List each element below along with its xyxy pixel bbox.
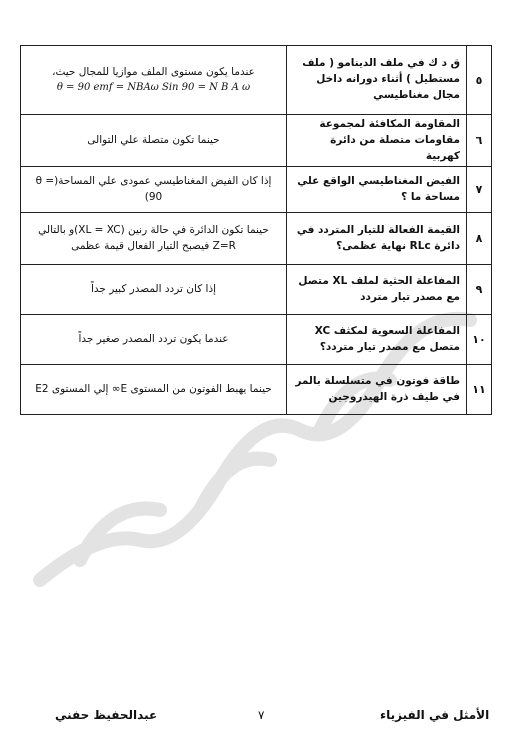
question-cell: طاقة فوتون في متسلسلة بالمر في طيف ذرة الهيدروجين: [287, 365, 467, 415]
footer-author: عبدالحفيظ حفني: [55, 708, 158, 722]
question-cell: القيمة الفعالة للتيار المتردد في دائرة RLc نهاية عظمى؟: [287, 213, 467, 265]
row-number: ١١: [467, 365, 492, 415]
answer-cell: حينما تكون متصلة علي التوالى: [21, 115, 287, 167]
row-number: ٩: [467, 265, 492, 315]
question-cell: الفيض المغناطيسي الواقع علي مساحة ما ؟: [287, 167, 467, 213]
table-row: [21, 315, 492, 365]
question-cell: ق د ك في ملف الدينامو ( ملف مستطيل ) أثناء دورانه داخل مجال مغناطيسي: [287, 46, 467, 115]
answer-cell: إذا كان تردد المصدر كبير جداً: [21, 265, 287, 315]
table-row: [21, 46, 492, 115]
row-number: ٨: [467, 213, 492, 265]
table-row: [21, 167, 492, 213]
answer-cell: [21, 46, 287, 115]
answer-cell: عندما يكون تردد المصدر صغير جداً: [21, 315, 287, 365]
question-cell: المفاعلة الحثية لملف XL متصل مع مصدر تيار متردد: [287, 265, 467, 315]
answer-text: عندما يكون مستوى الملف موازيا للمجال حيث،: [52, 65, 255, 78]
row-number: ٥: [467, 46, 492, 115]
question-cell: المفاعلة السعوية لمكثف XC متصل مع مصدر تيار متردد؟: [287, 315, 467, 365]
table-row: [21, 365, 492, 415]
row-number: ١٠: [467, 315, 492, 365]
row-number: ٧: [467, 167, 492, 213]
footer-book-title: الأمثل في الفيزياء: [380, 708, 490, 722]
table-row: [21, 115, 492, 167]
answer-cell: حينما تكون الدائرة في حالة رنين (XL = XC)و بالتالي Z=R فيصبح التيار الفعال قيمة عظمى: [21, 213, 287, 265]
answer-cell: حينما يهبط الفوتون من المستوى E∞ إلي المستوى E2: [21, 365, 287, 415]
row-number: ٦: [467, 115, 492, 167]
questions-table: [20, 45, 492, 415]
table-row: [21, 213, 492, 265]
page-number: ٧: [258, 708, 265, 722]
answer-cell: إذا كان الفيض المغناطيسي عمودى علي المساحة(θ = 90): [21, 167, 287, 213]
answer-formula: θ = 90 emf = NBAω Sin 90 = N B A ω: [56, 82, 251, 94]
table-row: [21, 265, 492, 315]
question-cell: المقاومة المكافئة لمجموعة مقاومات متصلة من دائرة كهربية: [287, 115, 467, 167]
